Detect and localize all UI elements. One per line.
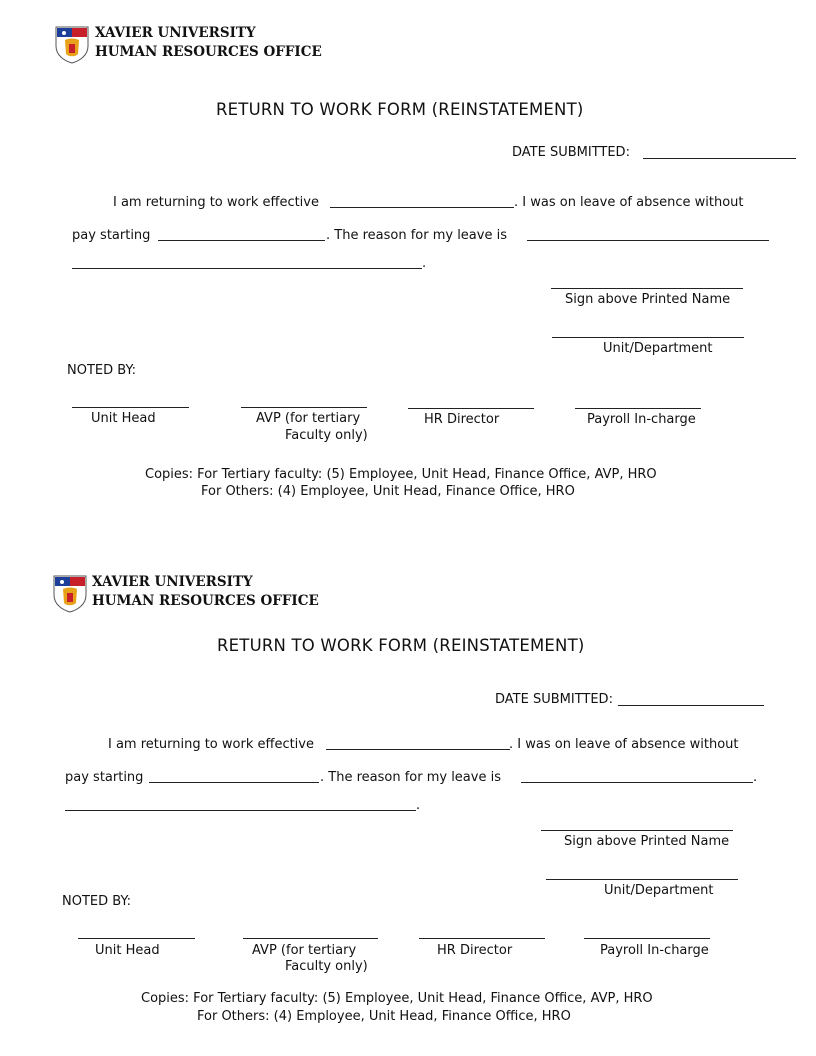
date-submitted-field[interactable] (643, 158, 796, 159)
unit-department-field[interactable] (546, 879, 738, 880)
reason-text: . The reason for my leave is (320, 770, 501, 785)
hr-director-signature-field[interactable] (419, 938, 545, 939)
office-name: HUMAN RESOURCES OFFICE (92, 593, 319, 609)
date-submitted-field[interactable] (618, 705, 764, 706)
unit-head-signature-field[interactable] (72, 407, 189, 408)
unit-department-field[interactable] (552, 337, 744, 338)
unit-department-label: Unit/Department (604, 883, 714, 898)
copies-others-text: For Others: (4) Employee, Unit Head, Finance Office, HRO (201, 484, 575, 499)
pay-starting-text: pay starting (65, 770, 144, 785)
returning-effective-text: I am returning to work effective (108, 737, 314, 752)
hr-director-signature-field[interactable] (408, 408, 534, 409)
avp-label-note: Faculty only) (285, 959, 368, 974)
payroll-signature-field[interactable] (584, 938, 710, 939)
signature-field[interactable] (551, 288, 743, 289)
noted-by-label: NOTED BY: (62, 894, 132, 909)
reason-text: . The reason for my leave is (326, 228, 507, 243)
reason-field[interactable] (527, 240, 769, 241)
avp-signature-field[interactable] (241, 407, 367, 408)
university-name: XAVIER UNIVERSITY (95, 25, 256, 41)
payroll-label: Payroll In-charge (600, 943, 709, 958)
avp-signature-field[interactable] (243, 938, 378, 939)
avp-label: AVP (for tertiary (256, 411, 361, 426)
reason-end-period: . (416, 798, 421, 813)
date-submitted-label: DATE SUBMITTED: (495, 692, 613, 707)
unit-head-label: Unit Head (91, 411, 156, 426)
reason-end-period: . (422, 256, 427, 271)
effective-date-field[interactable] (326, 749, 510, 750)
payroll-signature-field[interactable] (575, 408, 701, 409)
university-name: XAVIER UNIVERSITY (92, 574, 253, 590)
copies-others-text: For Others: (4) Employee, Unit Head, Finance Office, HRO (197, 1009, 571, 1024)
pay-starting-text: pay starting (72, 228, 151, 243)
noted-by-label: NOTED BY: (67, 363, 137, 378)
sign-above-label: Sign above Printed Name (564, 834, 730, 849)
university-crest-logo (53, 575, 87, 613)
reason-continued-field[interactable] (72, 268, 422, 269)
form-title: RETURN TO WORK FORM (REINSTATEMENT) (217, 636, 585, 655)
sign-above-label: Sign above Printed Name (565, 292, 731, 307)
hr-director-label: HR Director (424, 412, 500, 427)
pay-starting-field[interactable] (149, 782, 319, 783)
leave-without-text: . I was on leave of absence without (509, 737, 739, 752)
reason-line-end-period: . (753, 770, 758, 785)
hr-director-label: HR Director (437, 943, 513, 958)
copies-tertiary-text: Copies: For Tertiary faculty: (5) Employee, Unit Head, Finance Office, AVP, HRO (145, 467, 657, 482)
avp-label: AVP (for tertiary (252, 943, 357, 958)
form-title: RETURN TO WORK FORM (REINSTATEMENT) (216, 100, 584, 119)
reason-field[interactable] (521, 782, 753, 783)
effective-date-field[interactable] (330, 207, 514, 208)
unit-head-label: Unit Head (95, 943, 160, 958)
reason-continued-field[interactable] (65, 810, 416, 811)
leave-without-text: . I was on leave of absence without (514, 195, 744, 210)
unit-department-label: Unit/Department (603, 341, 713, 356)
signature-field[interactable] (541, 830, 733, 831)
office-name: HUMAN RESOURCES OFFICE (95, 44, 322, 60)
copies-tertiary-text: Copies: For Tertiary faculty: (5) Employee, Unit Head, Finance Office, AVP, HRO (141, 991, 653, 1006)
pay-starting-field[interactable] (158, 240, 325, 241)
payroll-label: Payroll In-charge (587, 412, 696, 427)
unit-head-signature-field[interactable] (78, 938, 195, 939)
university-crest-logo (55, 26, 89, 64)
avp-label-note: Faculty only) (285, 428, 368, 443)
date-submitted-label: DATE SUBMITTED: (512, 145, 630, 160)
returning-effective-text: I am returning to work effective (113, 195, 319, 210)
